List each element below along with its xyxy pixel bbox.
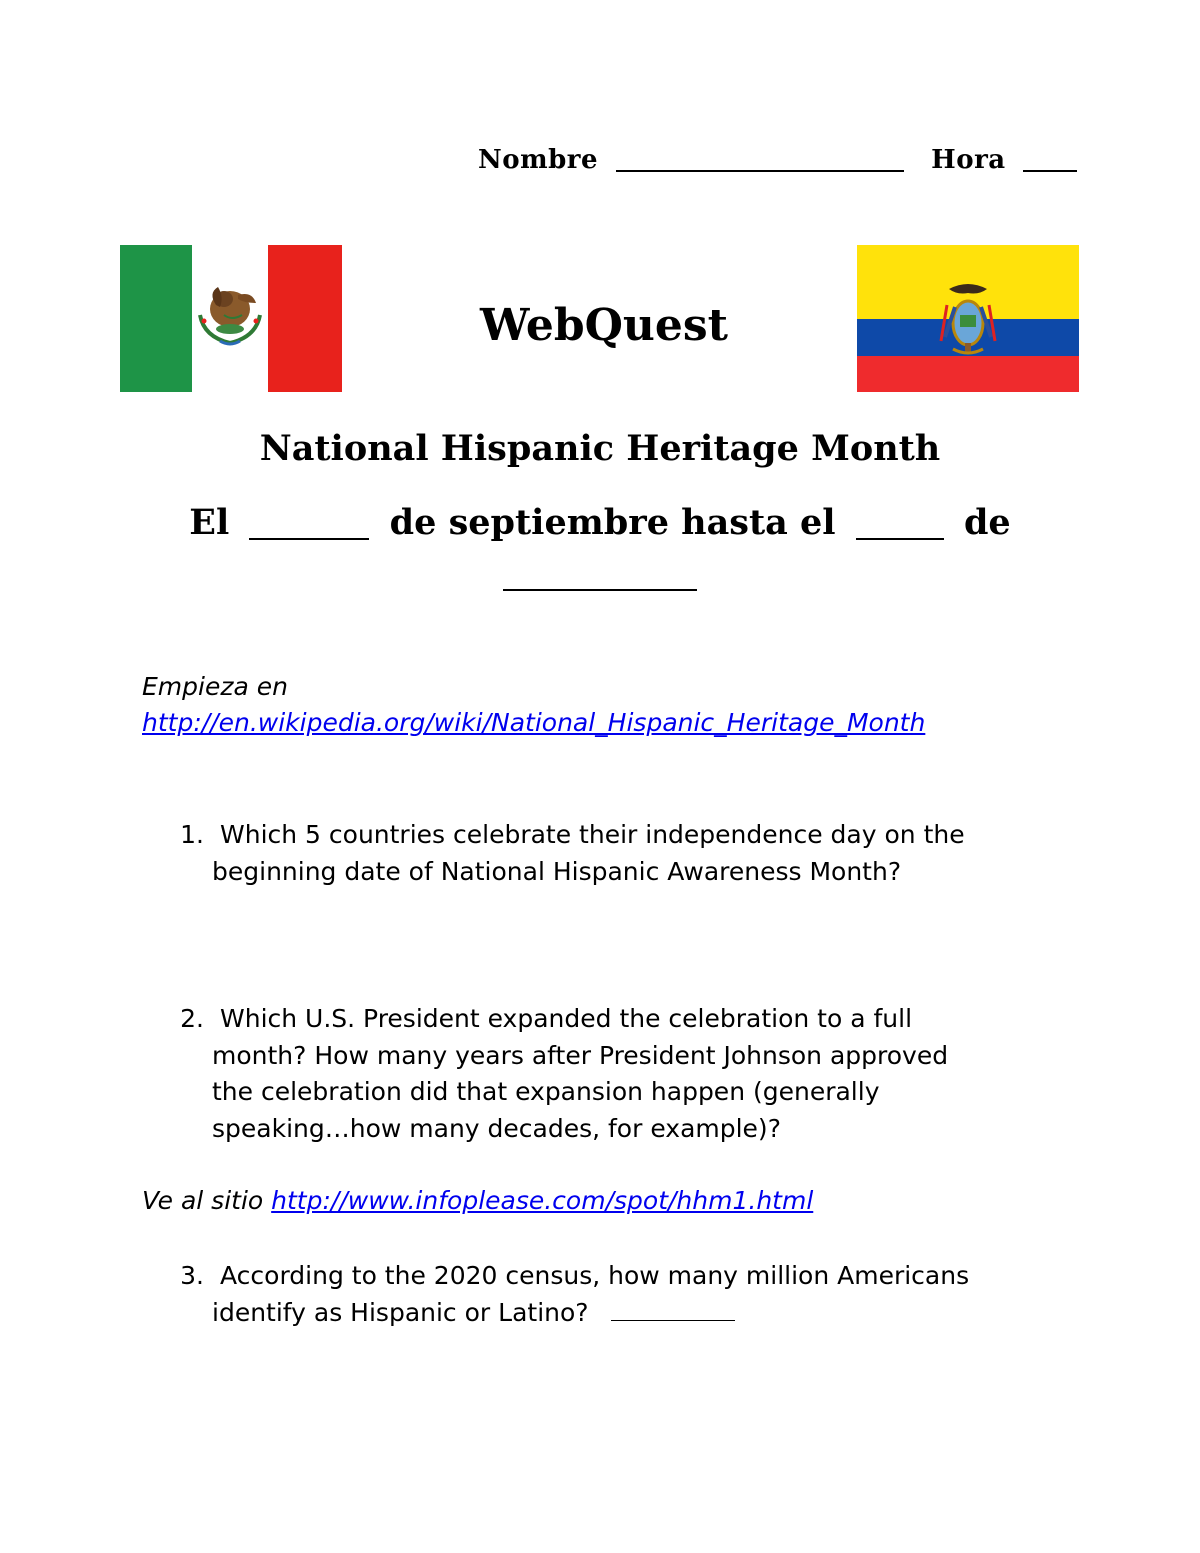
- ecuador-flag-icon: [857, 245, 1079, 392]
- name-hour-line: [478, 140, 1077, 175]
- wikipedia-link[interactable]: http://en.wikipedia.org/wiki/National_Hispanic_Heritage_Month: [142, 708, 926, 737]
- heading-date-line: [0, 497, 1200, 543]
- page-title: WebQuest: [480, 300, 728, 351]
- heading-de: de: [963, 502, 1011, 543]
- question-3-line-1: According to the 2020 census, how many million Americans: [220, 1261, 970, 1290]
- heading-el: El: [189, 502, 230, 543]
- intro-label: Empieza en: [142, 672, 288, 701]
- question-3-number: 3.: [180, 1261, 204, 1290]
- heading-heritage-month: National Hispanic Heritage Month: [259, 428, 941, 469]
- question-2-line-4: speaking…how many decades, for example)?: [212, 1114, 781, 1143]
- question-1-line-2: beginning date of National Hispanic Awareness Month?: [212, 857, 902, 886]
- question-3-line-2: [212, 1294, 735, 1331]
- hour-blank[interactable]: [1023, 144, 1077, 172]
- hour-label: Hora: [931, 145, 1006, 175]
- name-blank[interactable]: [616, 144, 904, 172]
- answer-blank[interactable]: [611, 1298, 735, 1322]
- end-day-blank[interactable]: [856, 503, 944, 540]
- start-day-blank[interactable]: [249, 503, 369, 540]
- heading-month-line: [0, 548, 1200, 594]
- infoplease-link[interactable]: http://www.infoplease.com/spot/hhm1.html: [271, 1186, 814, 1215]
- question-2-line-1: Which U.S. President expanded the celebration to a full: [220, 1004, 913, 1033]
- site-label: Ve al sitio: [142, 1186, 264, 1215]
- question-1-line-1: Which 5 countries celebrate their independence day on the: [220, 820, 965, 849]
- question-2-line-3: the celebration did that expansion happen (generally: [212, 1077, 880, 1106]
- question-1-number: 1.: [180, 820, 204, 849]
- name-label: Nombre: [478, 145, 599, 175]
- question-2-line-2: month? How many years after President Johnson approved: [212, 1041, 949, 1070]
- question-2-number: 2.: [180, 1004, 204, 1033]
- site-line: [142, 1182, 813, 1219]
- heading-septiembre: de septiembre hasta el: [389, 502, 836, 543]
- end-month-blank[interactable]: [503, 554, 697, 591]
- question-3-line-2-text: identify as Hispanic or Latino?: [212, 1298, 589, 1327]
